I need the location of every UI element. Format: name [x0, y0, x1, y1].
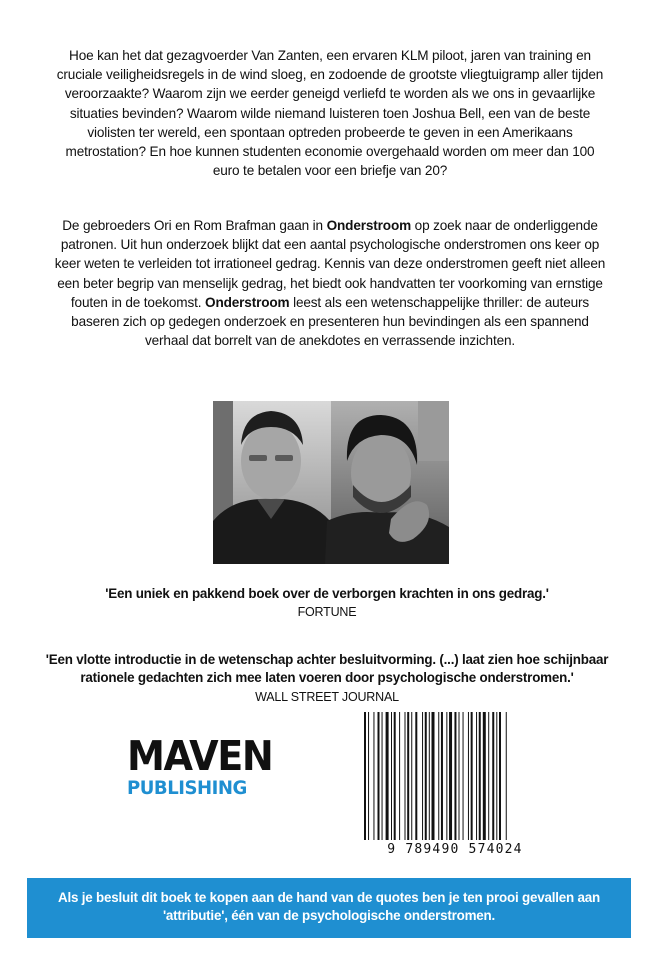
- quote-source: FORTUNE: [297, 605, 357, 620]
- barcode-bar: [415, 712, 417, 840]
- authors-photo: [213, 401, 449, 564]
- barcode-bar: [386, 712, 389, 840]
- barcode-bar: [405, 712, 406, 840]
- author-blurb: [52, 216, 608, 350]
- banner-text: Als je besluit dit boek te kopen aan de hand van de quotes ben je ten prooi gevallen aan 'attributie', één van de psychologische onderstromen.: [58, 890, 600, 923]
- quote-source: WALL STREET JOURNAL: [255, 689, 399, 704]
- publisher-logo-line1: MAVEN: [127, 732, 273, 780]
- barcode-bar: [496, 712, 497, 840]
- authors-photo-image: [213, 401, 449, 564]
- barcode-bar: [422, 712, 423, 840]
- barcode-bar: [479, 712, 481, 840]
- back-cover-blurb: [52, 46, 608, 180]
- barcode-bar: [463, 712, 464, 840]
- barcode-bar: [454, 712, 456, 840]
- barcode-bar: [425, 712, 427, 840]
- blurb-paragraph-2: [52, 216, 608, 350]
- barcode-bar: [382, 712, 383, 840]
- barcode-bar: [394, 712, 396, 840]
- barcode-bar: [476, 712, 477, 840]
- barcode-bar: [499, 712, 501, 840]
- barcode-bar: [449, 712, 452, 840]
- barcode-bar: [391, 712, 392, 840]
- barcode-bar: [368, 712, 369, 840]
- barcode-bar: [407, 712, 409, 840]
- book-title-mention: Onderstroom: [326, 218, 412, 233]
- isbn-digits: 9 789490 574024: [387, 842, 523, 857]
- publisher-logo: [127, 732, 273, 799]
- barcode-bar: [429, 712, 430, 840]
- bottom-banner: [27, 878, 631, 938]
- book-title-mention: Onderstroom: [205, 294, 290, 310]
- barcode-bars: [360, 712, 550, 840]
- review-quote-wsj: [40, 651, 614, 706]
- barcode-bar: [411, 712, 412, 840]
- barcode-bar: [438, 712, 439, 840]
- barcode-bar: [432, 712, 435, 840]
- barcode-bar: [488, 712, 489, 840]
- barcode-bar: [399, 712, 400, 840]
- review-quote-fortune: [40, 585, 614, 622]
- barcode-bar: [378, 712, 380, 840]
- barcode-bar: [506, 712, 507, 840]
- barcode-bar: [373, 712, 374, 840]
- quote-text: 'Een uniek en pakkend boek over de verborgen krachten in ons gedrag.': [105, 586, 549, 601]
- isbn-barcode: [360, 712, 550, 864]
- blurb-text: op zoek naar de onderliggende patronen. Uit hun onderzoek blijkt dat een aantal psychologische onderstromen ons keer op keer weten te verleiden tot irrationeel gedrag. Kennis van deze onderstromen geeft niet alleen een beter begrip van menselijk gedrag, het biedt ook handvatten ter voorkoming van ernstige fouten in de toekomst.: [54, 218, 606, 310]
- quote-text: 'Een vlotte introductie in de wetenschap achter besluitvorming. (...) laat zien hoe schijnbaar rationele gedachten zich mee laten voeren door psychologische onderstromen.': [45, 652, 609, 686]
- barcode-bar: [364, 712, 366, 840]
- barcode-bar: [441, 712, 443, 840]
- blurb-paragraph-1: Hoe kan het dat gezagvoerder Van Zanten, een ervaren KLM piloot, jaren van training en cruciale veiligheidsregels in de wind sloeg, en zodoende de grootste vliegtuigramp aller tijden veroorzaakte? Waarom zijn we eerder geneigd verliefd te worden als we ons in gevaarlijke situaties bevinden? Waarom wilde niemand luisteren toen Joshua Bell, een van de beste violisten ter wereld, een spontaan optreden probeerde te geven in een Amerikaans metrostation? En hoe kunnen studenten economie overgehaald worden om meer dan 100 euro te betalen voor een briefje van 20?: [56, 48, 604, 179]
- barcode-bar: [483, 712, 486, 840]
- barcode-bar: [459, 712, 460, 840]
- barcode-bar: [468, 712, 469, 840]
- blurb-text: leest als een wetenschappelijke thriller: de auteurs baseren zich op gedegen onderzoek en presenteren hun bevindingen als een spannend verhaal dat borrelt van de anekdotes en verrassende inzichten.: [71, 294, 590, 349]
- blurb-text: De gebroeders Ori en Rom Brafman gaan in: [62, 218, 327, 233]
- barcode-bar: [471, 712, 473, 840]
- barcode-bar: [446, 712, 447, 840]
- barcode-bar: [492, 712, 494, 840]
- publisher-logo-line2: PUBLISHING: [127, 777, 247, 799]
